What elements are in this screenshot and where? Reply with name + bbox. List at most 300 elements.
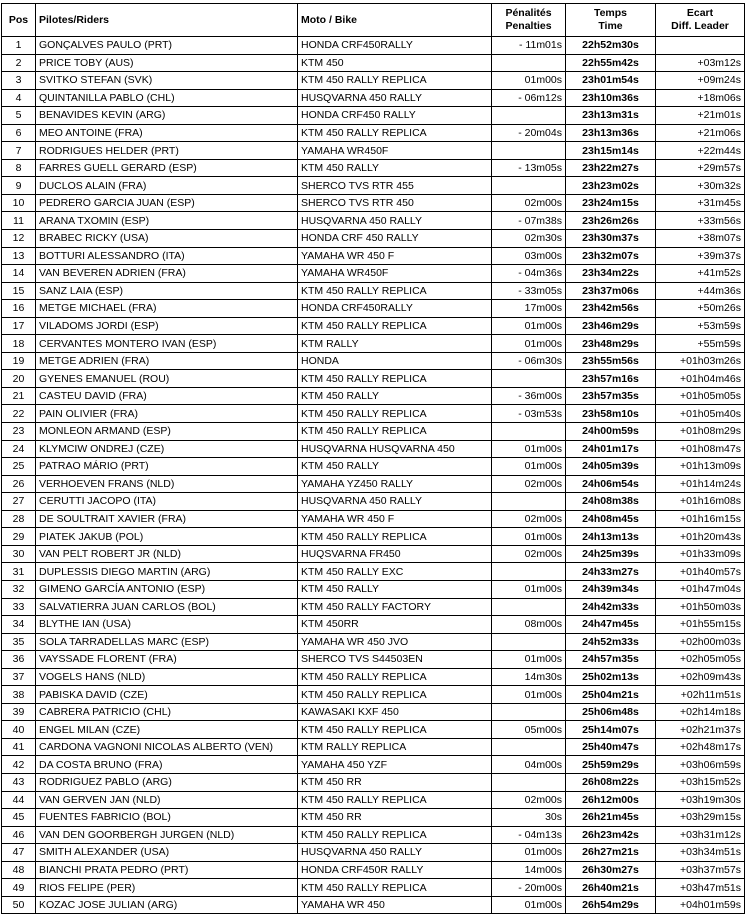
bike-cell: YAMAHA 450 YZF	[298, 756, 492, 774]
rider-cell: VAN GERVEN JAN (NLD)	[36, 791, 298, 809]
bike-cell: KTM 450 RALLY REPLICA	[298, 124, 492, 142]
table-row	[2, 440, 745, 458]
bike-cell: KTM RALLY	[298, 335, 492, 353]
time-cell: 23h32m07s	[566, 247, 656, 265]
gap-cell: +03h29m15s	[656, 809, 745, 827]
penalty-cell	[492, 773, 566, 791]
gap-cell: +01h04m46s	[656, 370, 745, 388]
penalty-cell	[492, 633, 566, 651]
position-cell: 10	[2, 194, 36, 212]
gap-cell: +02h14m18s	[656, 703, 745, 721]
time-cell: 23h37m06s	[566, 282, 656, 300]
bike-cell: KTM 450 RALLY	[298, 580, 492, 598]
position-cell: 40	[2, 721, 36, 739]
position-cell: 32	[2, 580, 36, 598]
penalty-cell: - 20m00s	[492, 879, 566, 897]
bike-cell: SHERCO TVS S44503EN	[298, 651, 492, 669]
gap-cell: +02h09m43s	[656, 668, 745, 686]
rider-cell: BRABEC RICKY (USA)	[36, 230, 298, 248]
rider-cell: SALVATIERRA JUAN CARLOS (BOL)	[36, 598, 298, 616]
position-cell: 28	[2, 510, 36, 528]
time-cell: 24h05m39s	[566, 458, 656, 476]
table-row	[2, 212, 745, 230]
bike-cell: KTM 450 RR	[298, 773, 492, 791]
gap-cell: +03h47m51s	[656, 879, 745, 897]
penalty-cell	[492, 598, 566, 616]
penalty-cell	[492, 370, 566, 388]
penalty-cell: 01m00s	[492, 528, 566, 546]
time-cell: 25h04m21s	[566, 686, 656, 704]
gap-cell: +03h06m59s	[656, 756, 745, 774]
bike-cell: KTM 450 RALLY REPLICA	[298, 826, 492, 844]
penalty-cell	[492, 563, 566, 581]
time-cell: 26h30m27s	[566, 861, 656, 879]
bike-cell: KTM 450 RALLY REPLICA	[298, 317, 492, 335]
table-row	[2, 387, 745, 405]
penalty-cell: - 33m05s	[492, 282, 566, 300]
rider-cell: BIANCHI PRATA PEDRO (PRT)	[36, 861, 298, 879]
table-row	[2, 107, 745, 125]
time-cell: 25h02m13s	[566, 668, 656, 686]
time-cell: 26h27m21s	[566, 844, 656, 862]
time-cell: 26h23m42s	[566, 826, 656, 844]
bike-cell: YAMAHA WR 450	[298, 896, 492, 914]
position-cell: 5	[2, 107, 36, 125]
rider-cell: BLYTHE IAN (USA)	[36, 616, 298, 634]
rider-cell: GONÇALVES PAULO (PRT)	[36, 37, 298, 55]
gap-cell: +03h31m12s	[656, 826, 745, 844]
table-row	[2, 124, 745, 142]
time-cell: 22h55m42s	[566, 54, 656, 72]
time-cell: 23h57m35s	[566, 387, 656, 405]
time-cell: 23h22m27s	[566, 159, 656, 177]
gap-cell: +01h55m15s	[656, 616, 745, 634]
position-cell: 23	[2, 423, 36, 441]
bike-cell: KTM 450 RALLY EXC	[298, 563, 492, 581]
gap-cell: +41m52s	[656, 265, 745, 283]
time-cell: 25h14m07s	[566, 721, 656, 739]
rider-cell: SOLA TARRADELLAS MARC (ESP)	[36, 633, 298, 651]
rider-cell: RODRIGUES HELDER (PRT)	[36, 142, 298, 160]
penalty-cell: - 06m12s	[492, 89, 566, 107]
gap-cell: +30m32s	[656, 177, 745, 195]
rider-cell: SVITKO STEFAN (SVK)	[36, 72, 298, 90]
penalty-cell: 01m00s	[492, 458, 566, 476]
rider-cell: PRICE TOBY (AUS)	[36, 54, 298, 72]
position-cell: 49	[2, 879, 36, 897]
table-row	[2, 458, 745, 476]
penalty-cell: - 11m01s	[492, 37, 566, 55]
gap-cell: +50m26s	[656, 300, 745, 318]
rider-cell: ARANA TXOMIN (ESP)	[36, 212, 298, 230]
rider-cell: CARDONA VAGNONI NICOLAS ALBERTO (VEN)	[36, 738, 298, 756]
table-row	[2, 809, 745, 827]
bike-cell: HUSQVARNA 450 RALLY	[298, 212, 492, 230]
penalty-cell	[492, 142, 566, 160]
position-cell: 44	[2, 791, 36, 809]
table-row	[2, 703, 745, 721]
penalty-cell: 03m00s	[492, 247, 566, 265]
time-cell: 23h13m36s	[566, 124, 656, 142]
bike-cell: KTM 450 RR	[298, 809, 492, 827]
rider-cell: VOGELS HANS (NLD)	[36, 668, 298, 686]
gap-cell: +01h14m24s	[656, 475, 745, 493]
bike-cell: HUQSVARNA FR450	[298, 545, 492, 563]
position-cell: 30	[2, 545, 36, 563]
table-row	[2, 230, 745, 248]
table-row	[2, 370, 745, 388]
gap-cell: +01h05m05s	[656, 387, 745, 405]
bike-cell: HONDA CRF450RALLY	[298, 300, 492, 318]
rider-cell: FUENTES FABRICIO (BOL)	[36, 809, 298, 827]
gap-cell: +03h19m30s	[656, 791, 745, 809]
penalty-cell	[492, 703, 566, 721]
position-cell: 34	[2, 616, 36, 634]
time-cell: 24h00m59s	[566, 423, 656, 441]
time-cell: 26h12m00s	[566, 791, 656, 809]
time-cell: 23h42m56s	[566, 300, 656, 318]
table-row	[2, 317, 745, 335]
bike-cell: KTM 450RR	[298, 616, 492, 634]
bike-cell: YAMAHA WR 450 F	[298, 247, 492, 265]
rider-cell: PABISKA DAVID (CZE)	[36, 686, 298, 704]
rider-cell: MONLEON ARMAND (ESP)	[36, 423, 298, 441]
penalty-cell: 01m00s	[492, 686, 566, 704]
table-row	[2, 896, 745, 914]
rider-cell: CERUTTI JACOPO (ITA)	[36, 493, 298, 511]
penalty-cell: 02m00s	[492, 510, 566, 528]
penalty-cell: 05m00s	[492, 721, 566, 739]
gap-cell: +02h05m05s	[656, 651, 745, 669]
bike-cell: KTM 450 RALLY	[298, 387, 492, 405]
penalty-cell	[492, 177, 566, 195]
time-cell: 23h24m15s	[566, 194, 656, 212]
position-cell: 15	[2, 282, 36, 300]
table-row	[2, 510, 745, 528]
position-cell: 9	[2, 177, 36, 195]
bike-cell: YAMAHA WR450F	[298, 142, 492, 160]
table-row	[2, 194, 745, 212]
position-cell: 45	[2, 809, 36, 827]
penalty-cell	[492, 493, 566, 511]
time-cell: 24h01m17s	[566, 440, 656, 458]
col-pos-header: Pos	[2, 4, 36, 37]
table-row	[2, 423, 745, 441]
table-row	[2, 37, 745, 55]
position-cell: 48	[2, 861, 36, 879]
time-cell: 23h48m29s	[566, 335, 656, 353]
position-cell: 38	[2, 686, 36, 704]
table-row	[2, 54, 745, 72]
gap-cell	[656, 37, 745, 55]
gap-cell: +03h37m57s	[656, 861, 745, 879]
bike-cell: HONDA CRF450R RALLY	[298, 861, 492, 879]
table-row	[2, 773, 745, 791]
results-body	[2, 37, 745, 914]
bike-cell: KTM 450 RALLY	[298, 458, 492, 476]
table-row	[2, 668, 745, 686]
position-cell: 50	[2, 896, 36, 914]
penalty-cell: 02m00s	[492, 475, 566, 493]
penalty-cell	[492, 738, 566, 756]
rider-cell: CASTEU DAVID (FRA)	[36, 387, 298, 405]
position-cell: 13	[2, 247, 36, 265]
table-row	[2, 756, 745, 774]
position-cell: 2	[2, 54, 36, 72]
position-cell: 42	[2, 756, 36, 774]
position-cell: 46	[2, 826, 36, 844]
rider-cell: DUCLOS ALAIN (FRA)	[36, 177, 298, 195]
gap-cell: +04h01m59s	[656, 896, 745, 914]
gap-cell: +09m24s	[656, 72, 745, 90]
rider-cell: CERVANTES MONTERO IVAN (ESP)	[36, 335, 298, 353]
bike-cell: KTM 450 RALLY REPLICA	[298, 668, 492, 686]
position-cell: 41	[2, 738, 36, 756]
table-row	[2, 879, 745, 897]
bike-cell: KTM 450 RALLY FACTORY	[298, 598, 492, 616]
header-row	[2, 4, 745, 37]
gap-cell: +33m56s	[656, 212, 745, 230]
table-row	[2, 405, 745, 423]
table-row	[2, 545, 745, 563]
gap-cell: +38m07s	[656, 230, 745, 248]
position-cell: 22	[2, 405, 36, 423]
bike-cell: YAMAHA YZ450 RALLY	[298, 475, 492, 493]
penalty-cell: - 13m05s	[492, 159, 566, 177]
bike-cell: KTM 450 RALLY REPLICA	[298, 879, 492, 897]
table-row	[2, 159, 745, 177]
rider-cell: GYENES EMANUEL (ROU)	[36, 370, 298, 388]
penalty-cell: 01m00s	[492, 72, 566, 90]
rider-cell: METGE ADRIEN (FRA)	[36, 352, 298, 370]
bike-cell: HONDA CRF450 RALLY	[298, 107, 492, 125]
table-row	[2, 826, 745, 844]
table-row	[2, 142, 745, 160]
bike-cell: KTM 450 RALLY REPLICA	[298, 282, 492, 300]
position-cell: 27	[2, 493, 36, 511]
bike-cell: SHERCO TVS RTR 450	[298, 194, 492, 212]
time-cell: 23h58m10s	[566, 405, 656, 423]
gap-cell: +01h13m09s	[656, 458, 745, 476]
rider-cell: BENAVIDES KEVIN (ARG)	[36, 107, 298, 125]
penalty-cell	[492, 423, 566, 441]
position-cell: 21	[2, 387, 36, 405]
col-gap-header: Ecart Diff. Leader	[656, 4, 745, 37]
time-cell: 23h10m36s	[566, 89, 656, 107]
table-row	[2, 616, 745, 634]
position-cell: 8	[2, 159, 36, 177]
bike-cell: HUSQVARNA 450 RALLY	[298, 844, 492, 862]
time-cell: 25h40m47s	[566, 738, 656, 756]
position-cell: 7	[2, 142, 36, 160]
time-cell: 24h13m13s	[566, 528, 656, 546]
gap-cell: +18m06s	[656, 89, 745, 107]
bike-cell: KTM 450 RALLY REPLICA	[298, 423, 492, 441]
gap-cell: +01h47m04s	[656, 580, 745, 598]
table-row	[2, 282, 745, 300]
position-cell: 24	[2, 440, 36, 458]
penalty-cell: 01m00s	[492, 440, 566, 458]
penalty-cell: 02m00s	[492, 194, 566, 212]
position-cell: 20	[2, 370, 36, 388]
rider-cell: CABRERA PATRICIO (CHL)	[36, 703, 298, 721]
time-cell: 24h42m33s	[566, 598, 656, 616]
table-row	[2, 247, 745, 265]
rider-cell: METGE MICHAEL (FRA)	[36, 300, 298, 318]
col-time-header: Temps Time	[566, 4, 656, 37]
penalty-cell: - 04m36s	[492, 265, 566, 283]
penalty-cell: 30s	[492, 809, 566, 827]
gap-cell: +01h40m57s	[656, 563, 745, 581]
position-cell: 12	[2, 230, 36, 248]
table-row	[2, 633, 745, 651]
time-cell: 25h59m29s	[566, 756, 656, 774]
gap-cell: +02h48m17s	[656, 738, 745, 756]
penalty-cell: 01m00s	[492, 844, 566, 862]
penalty-cell: 08m00s	[492, 616, 566, 634]
time-cell: 24h06m54s	[566, 475, 656, 493]
position-cell: 16	[2, 300, 36, 318]
position-cell: 39	[2, 703, 36, 721]
rider-cell: PIATEK JAKUB (POL)	[36, 528, 298, 546]
table-row	[2, 177, 745, 195]
bike-cell: KTM 450 RALLY REPLICA	[298, 405, 492, 423]
table-row	[2, 265, 745, 283]
position-cell: 19	[2, 352, 36, 370]
rider-cell: GIMENO GARCÍA ANTONIO (ESP)	[36, 580, 298, 598]
rider-cell: VAN DEN GOORBERGH JURGEN (NLD)	[36, 826, 298, 844]
penalty-cell: 01m00s	[492, 896, 566, 914]
gap-cell: +01h03m26s	[656, 352, 745, 370]
penalty-cell: 04m00s	[492, 756, 566, 774]
bike-cell: KTM 450 RALLY REPLICA	[298, 72, 492, 90]
bike-cell: YAMAHA WR450F	[298, 265, 492, 283]
gap-cell: +22m44s	[656, 142, 745, 160]
position-cell: 33	[2, 598, 36, 616]
table-row	[2, 738, 745, 756]
bike-cell: KTM 450 RALLY REPLICA	[298, 686, 492, 704]
rider-cell: PAIN OLIVIER (FRA)	[36, 405, 298, 423]
rider-cell: PEDRERO GARCIA JUAN (ESP)	[36, 194, 298, 212]
bike-cell: KTM 450	[298, 54, 492, 72]
position-cell: 35	[2, 633, 36, 651]
table-row	[2, 844, 745, 862]
gap-cell: +01h33m09s	[656, 545, 745, 563]
rider-cell: DE SOULTRAIT XAVIER (FRA)	[36, 510, 298, 528]
rider-cell: RIOS FELIPE (PER)	[36, 879, 298, 897]
bike-cell: KTM 450 RALLY	[298, 159, 492, 177]
penalty-cell	[492, 107, 566, 125]
position-cell: 25	[2, 458, 36, 476]
rider-cell: SANZ LAIA (ESP)	[36, 282, 298, 300]
time-cell: 23h26m26s	[566, 212, 656, 230]
gap-cell: +01h50m03s	[656, 598, 745, 616]
penalty-cell	[492, 54, 566, 72]
rider-cell: VILADOMS JORDI (ESP)	[36, 317, 298, 335]
rider-cell: SMITH ALEXANDER (USA)	[36, 844, 298, 862]
gap-cell: +31m45s	[656, 194, 745, 212]
bike-cell: HUSQVARNA HUSQVARNA 450	[298, 440, 492, 458]
position-cell: 18	[2, 335, 36, 353]
position-cell: 14	[2, 265, 36, 283]
bike-cell: KAWASAKI KXF 450	[298, 703, 492, 721]
rider-cell: KOZAC JOSE JULIAN (ARG)	[36, 896, 298, 914]
rider-cell: VAN BEVEREN ADRIEN (FRA)	[36, 265, 298, 283]
penalty-cell: 01m00s	[492, 580, 566, 598]
table-row	[2, 580, 745, 598]
table-row	[2, 598, 745, 616]
gap-cell: +21m06s	[656, 124, 745, 142]
gap-cell: +03h34m51s	[656, 844, 745, 862]
penalty-cell: - 03m53s	[492, 405, 566, 423]
rider-cell: VAYSSADE FLORENT (FRA)	[36, 651, 298, 669]
gap-cell: +02h11m51s	[656, 686, 745, 704]
table-row	[2, 791, 745, 809]
time-cell: 23h57m16s	[566, 370, 656, 388]
bike-cell: KTM 450 RALLY REPLICA	[298, 528, 492, 546]
gap-cell: +44m36s	[656, 282, 745, 300]
rider-cell: QUINTANILLA PABLO (CHL)	[36, 89, 298, 107]
table-row	[2, 563, 745, 581]
bike-cell: YAMAHA WR 450 F	[298, 510, 492, 528]
time-cell: 24h33m27s	[566, 563, 656, 581]
table-row	[2, 528, 745, 546]
gap-cell: +01h08m47s	[656, 440, 745, 458]
gap-cell: +03m12s	[656, 54, 745, 72]
rider-cell: PATRAO MÁRIO (PRT)	[36, 458, 298, 476]
time-cell: 23h01m54s	[566, 72, 656, 90]
bike-cell: SHERCO TVS RTR 455	[298, 177, 492, 195]
bike-cell: YAMAHA WR 450 JVO	[298, 633, 492, 651]
penalty-cell: - 04m13s	[492, 826, 566, 844]
position-cell: 29	[2, 528, 36, 546]
penalty-cell: 02m00s	[492, 545, 566, 563]
rider-cell: VAN PELT ROBERT JR (NLD)	[36, 545, 298, 563]
penalty-cell: - 07m38s	[492, 212, 566, 230]
position-cell: 31	[2, 563, 36, 581]
col-bike-header: Moto / Bike	[298, 4, 492, 37]
table-row	[2, 721, 745, 739]
gap-cell: +01h05m40s	[656, 405, 745, 423]
time-cell: 26h21m45s	[566, 809, 656, 827]
table-row	[2, 89, 745, 107]
gap-cell: +01h16m15s	[656, 510, 745, 528]
time-cell: 24h08m45s	[566, 510, 656, 528]
rider-cell: DUPLESSIS DIEGO MARTIN (ARG)	[36, 563, 298, 581]
bike-cell: HONDA CRF450RALLY	[298, 37, 492, 55]
penalty-cell: - 20m04s	[492, 124, 566, 142]
gap-cell: +55m59s	[656, 335, 745, 353]
rider-cell: MEO ANTOINE (FRA)	[36, 124, 298, 142]
results-table	[1, 3, 745, 914]
penalty-cell: - 06m30s	[492, 352, 566, 370]
penalty-cell: 01m00s	[492, 651, 566, 669]
time-cell: 26h08m22s	[566, 773, 656, 791]
rider-cell: KLYMCIW ONDREJ (CZE)	[36, 440, 298, 458]
bike-cell: KTM 450 RALLY REPLICA	[298, 370, 492, 388]
table-row	[2, 475, 745, 493]
gap-cell: +01h20m43s	[656, 528, 745, 546]
position-cell: 37	[2, 668, 36, 686]
rider-cell: BOTTURI ALESSANDRO (ITA)	[36, 247, 298, 265]
time-cell: 24h52m33s	[566, 633, 656, 651]
rider-cell: ENGEL MILAN (CZE)	[36, 721, 298, 739]
bike-cell: KTM 450 RALLY REPLICA	[298, 721, 492, 739]
bike-cell: HUSQVARNA 450 RALLY	[298, 89, 492, 107]
col-penalties-header: Pénalités Penalties	[492, 4, 566, 37]
position-cell: 11	[2, 212, 36, 230]
time-cell: 26h40m21s	[566, 879, 656, 897]
